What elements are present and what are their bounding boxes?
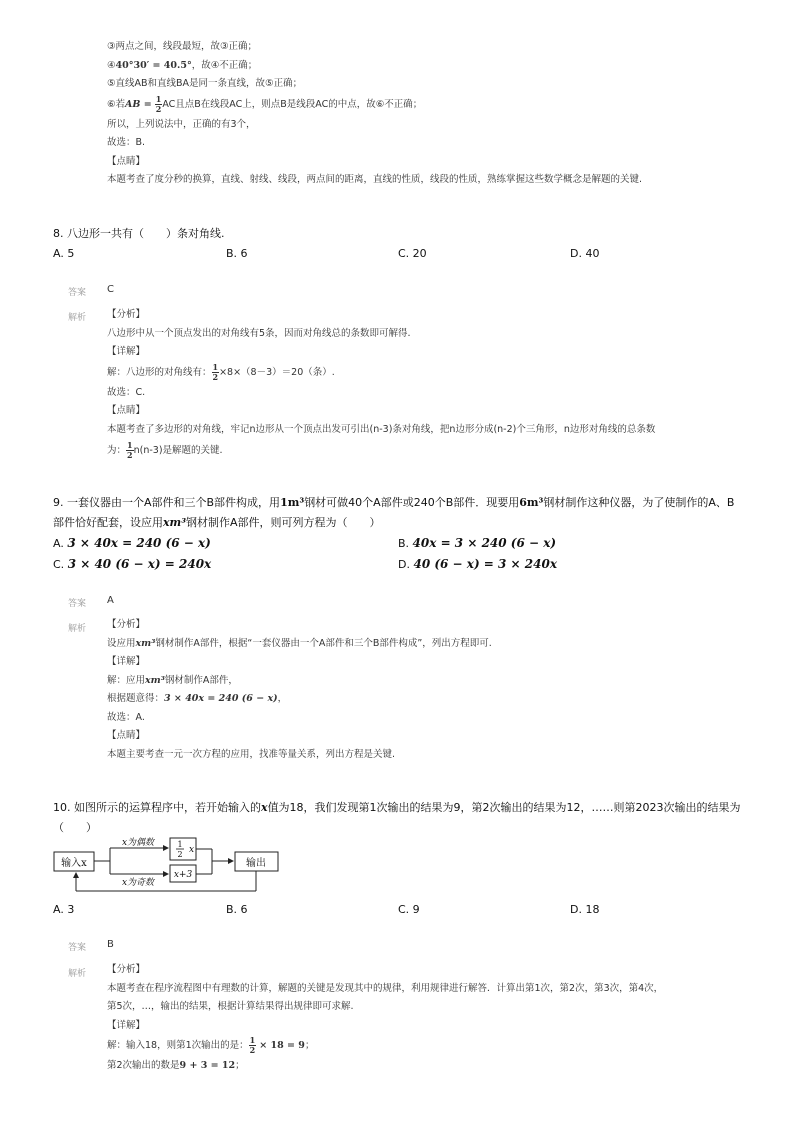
analysis-line: 【分析】 (107, 964, 146, 975)
q8-option-c[interactable]: C. 20 (398, 247, 427, 260)
q10-answer: B (107, 939, 114, 950)
fraction: $\frac{1}{2}$ (155, 93, 162, 114)
q8-analysis (107, 306, 747, 463)
analysis-line: 为： $\frac{1}{2}$ n(n-3)是解题的关键. (107, 440, 223, 460)
fraction: $\frac{1}{2}$ (249, 1035, 256, 1055)
svg-text:1: 1 (177, 840, 183, 849)
explanation-line: 所以，上列说法中，正确的有3个， (107, 118, 256, 130)
analysis-line: 第2次输出的数是9 + 3 = 12； (107, 1060, 245, 1071)
analysis-tag: 解析 (68, 313, 87, 323)
explanation-line: ④40°30′ = 40.5°，故④不正确； (107, 59, 258, 71)
q8-option-a[interactable]: A. 5 (53, 247, 75, 260)
analysis-line: 解：应用xm³钢材制作A部件， (107, 674, 238, 686)
q9-option-d[interactable]: D. 40 (6 − x) = 3 × 240x (398, 557, 557, 571)
analysis-line: 第5次，…，输出的结果，根据计算结果得出规律即可求解. (107, 1001, 354, 1012)
explanation-line: 本题考查了度分秒的换算，直线、射线、线段，两点间的距离，直线的性质，线段的性质，熟练掌握这些数学概念是解题的关键. (107, 174, 643, 185)
explanation-line: ⑥若AB = $\frac{1}{2}$ AC且点B在线段AC上，则点B是线段AC的中点，故⑥不正确； (107, 93, 423, 114)
q9-option-a[interactable]: A. 3 × 40x = 240 (6 − x) (53, 536, 211, 550)
analysis-line: 解：输入18，则第1次输出的是： $\frac{1}{2}$ × 18 = 9； (107, 1035, 315, 1055)
q10-option-c[interactable]: C. 9 (398, 903, 420, 916)
question-10-stem: 10. 如图所示的运算程序中，若开始输入的x值为18，我们发现第1次输出的结果为9，第2次输出的结果为12，……则第2023次输出的结果为 （ ） (53, 801, 741, 834)
analysis-tag: 解析 (68, 969, 87, 979)
analysis-line: 根据题意得：3 × 40x = 240 (6 − x)， (107, 693, 288, 704)
analysis-line: 【分析】 (107, 619, 146, 630)
input-label: 输入x (61, 858, 87, 869)
q8-option-d[interactable]: D. 40 (570, 247, 600, 260)
q9-analysis (107, 616, 747, 764)
answer-tag: 答案 (68, 943, 87, 953)
analysis-line: 八边形中从一个顶点发出的对角线有5条，因而对角线总的条数即可解得. (107, 327, 411, 339)
analysis-line: 【点睛】 (107, 405, 146, 416)
q8-answer: C (107, 284, 114, 295)
analysis-line: 【分析】 (107, 309, 146, 320)
analysis-line: 解：八边形的对角线有： $\frac{1}{2}$ ×8×（8－3）＝20（条）. (107, 361, 335, 382)
explanation-line: 【点睛】 (107, 155, 146, 167)
explanation-line: 故选：B. (107, 137, 146, 148)
analysis-line: 设应用xm³钢材制作A部件，根据“一套仪器由一个A部件和三个B部件构成”，列出方程即可. (107, 637, 492, 649)
analysis-line: 本题主要考查一元一次方程的应用，找准等量关系，列出方程是关键. (107, 748, 396, 760)
question-8-stem: 8. 八边形一共有（ ）条对角线. (53, 227, 225, 240)
odd-label: x为奇数 (121, 878, 155, 888)
q10-option-d[interactable]: D. 18 (570, 903, 600, 916)
analysis-line: 故选：A. (107, 711, 145, 723)
analysis-line: 【点睛】 (107, 730, 146, 741)
q10-analysis (107, 961, 747, 1076)
analysis-tag: 解析 (68, 624, 87, 634)
even-label: x为偶数 (121, 838, 155, 848)
output-label: 输出 (246, 858, 266, 869)
answer-tag: 答案 (68, 288, 87, 298)
q10-option-a[interactable]: A. 3 (53, 903, 75, 916)
explanation-line: ③两点之间，线段最短，故③正确； (107, 41, 258, 52)
q9-answer: A (107, 595, 114, 606)
q9-option-b[interactable]: B. 40x = 3 × 240 (6 − x) (398, 536, 557, 550)
analysis-line: 【详解】 (107, 656, 146, 667)
fraction: $\frac{1}{2}$ (127, 440, 133, 460)
program-flowchart (50, 836, 290, 902)
q10-option-b[interactable]: B. 6 (226, 903, 248, 916)
q9-option-c[interactable]: C. 3 × 40 (6 − x) = 240x (53, 557, 212, 571)
explanation-line: ⑤直线AB和直线BA是同一条直线，故⑤正确； (107, 78, 303, 89)
q8-option-b[interactable]: B. 6 (226, 247, 248, 260)
analysis-line: 本题考查在程序流程图中有理数的计算，解题的关键是发现其中的规律，利用规律进行解答．计算出第1次，第2次，第3次，第4次， (107, 982, 664, 994)
analysis-line: 故选：C. (107, 386, 146, 398)
svg-text:2: 2 (177, 850, 183, 859)
fraction: $\frac{1}{2}$ (212, 361, 219, 382)
svg-text:x: x (189, 845, 195, 855)
analysis-line: 本题考查了多边形的对角线，牢记n边形从一个顶点出发可引出(n-3)条对角线，把n边形分成(n-2)个三角形，n边形对角线的总条数 (107, 423, 656, 435)
svg-text:x+3: x+3 (173, 870, 193, 880)
analysis-line: 【详解】 (107, 346, 146, 357)
answer-tag: 答案 (68, 599, 87, 609)
analysis-line: 【详解】 (107, 1019, 146, 1031)
question-9-stem: 9. 一套仪器由一个A部件和三个B部件构成，用1m³钢材可做40个A部件或240个B部件．现要用6m³钢材制作这种仪器，为了使制作的A、B 部件恰好配套，设应用xm³钢材制作A部件，则可列方程为（ ） (53, 496, 735, 529)
previous-explanation (107, 38, 747, 190)
